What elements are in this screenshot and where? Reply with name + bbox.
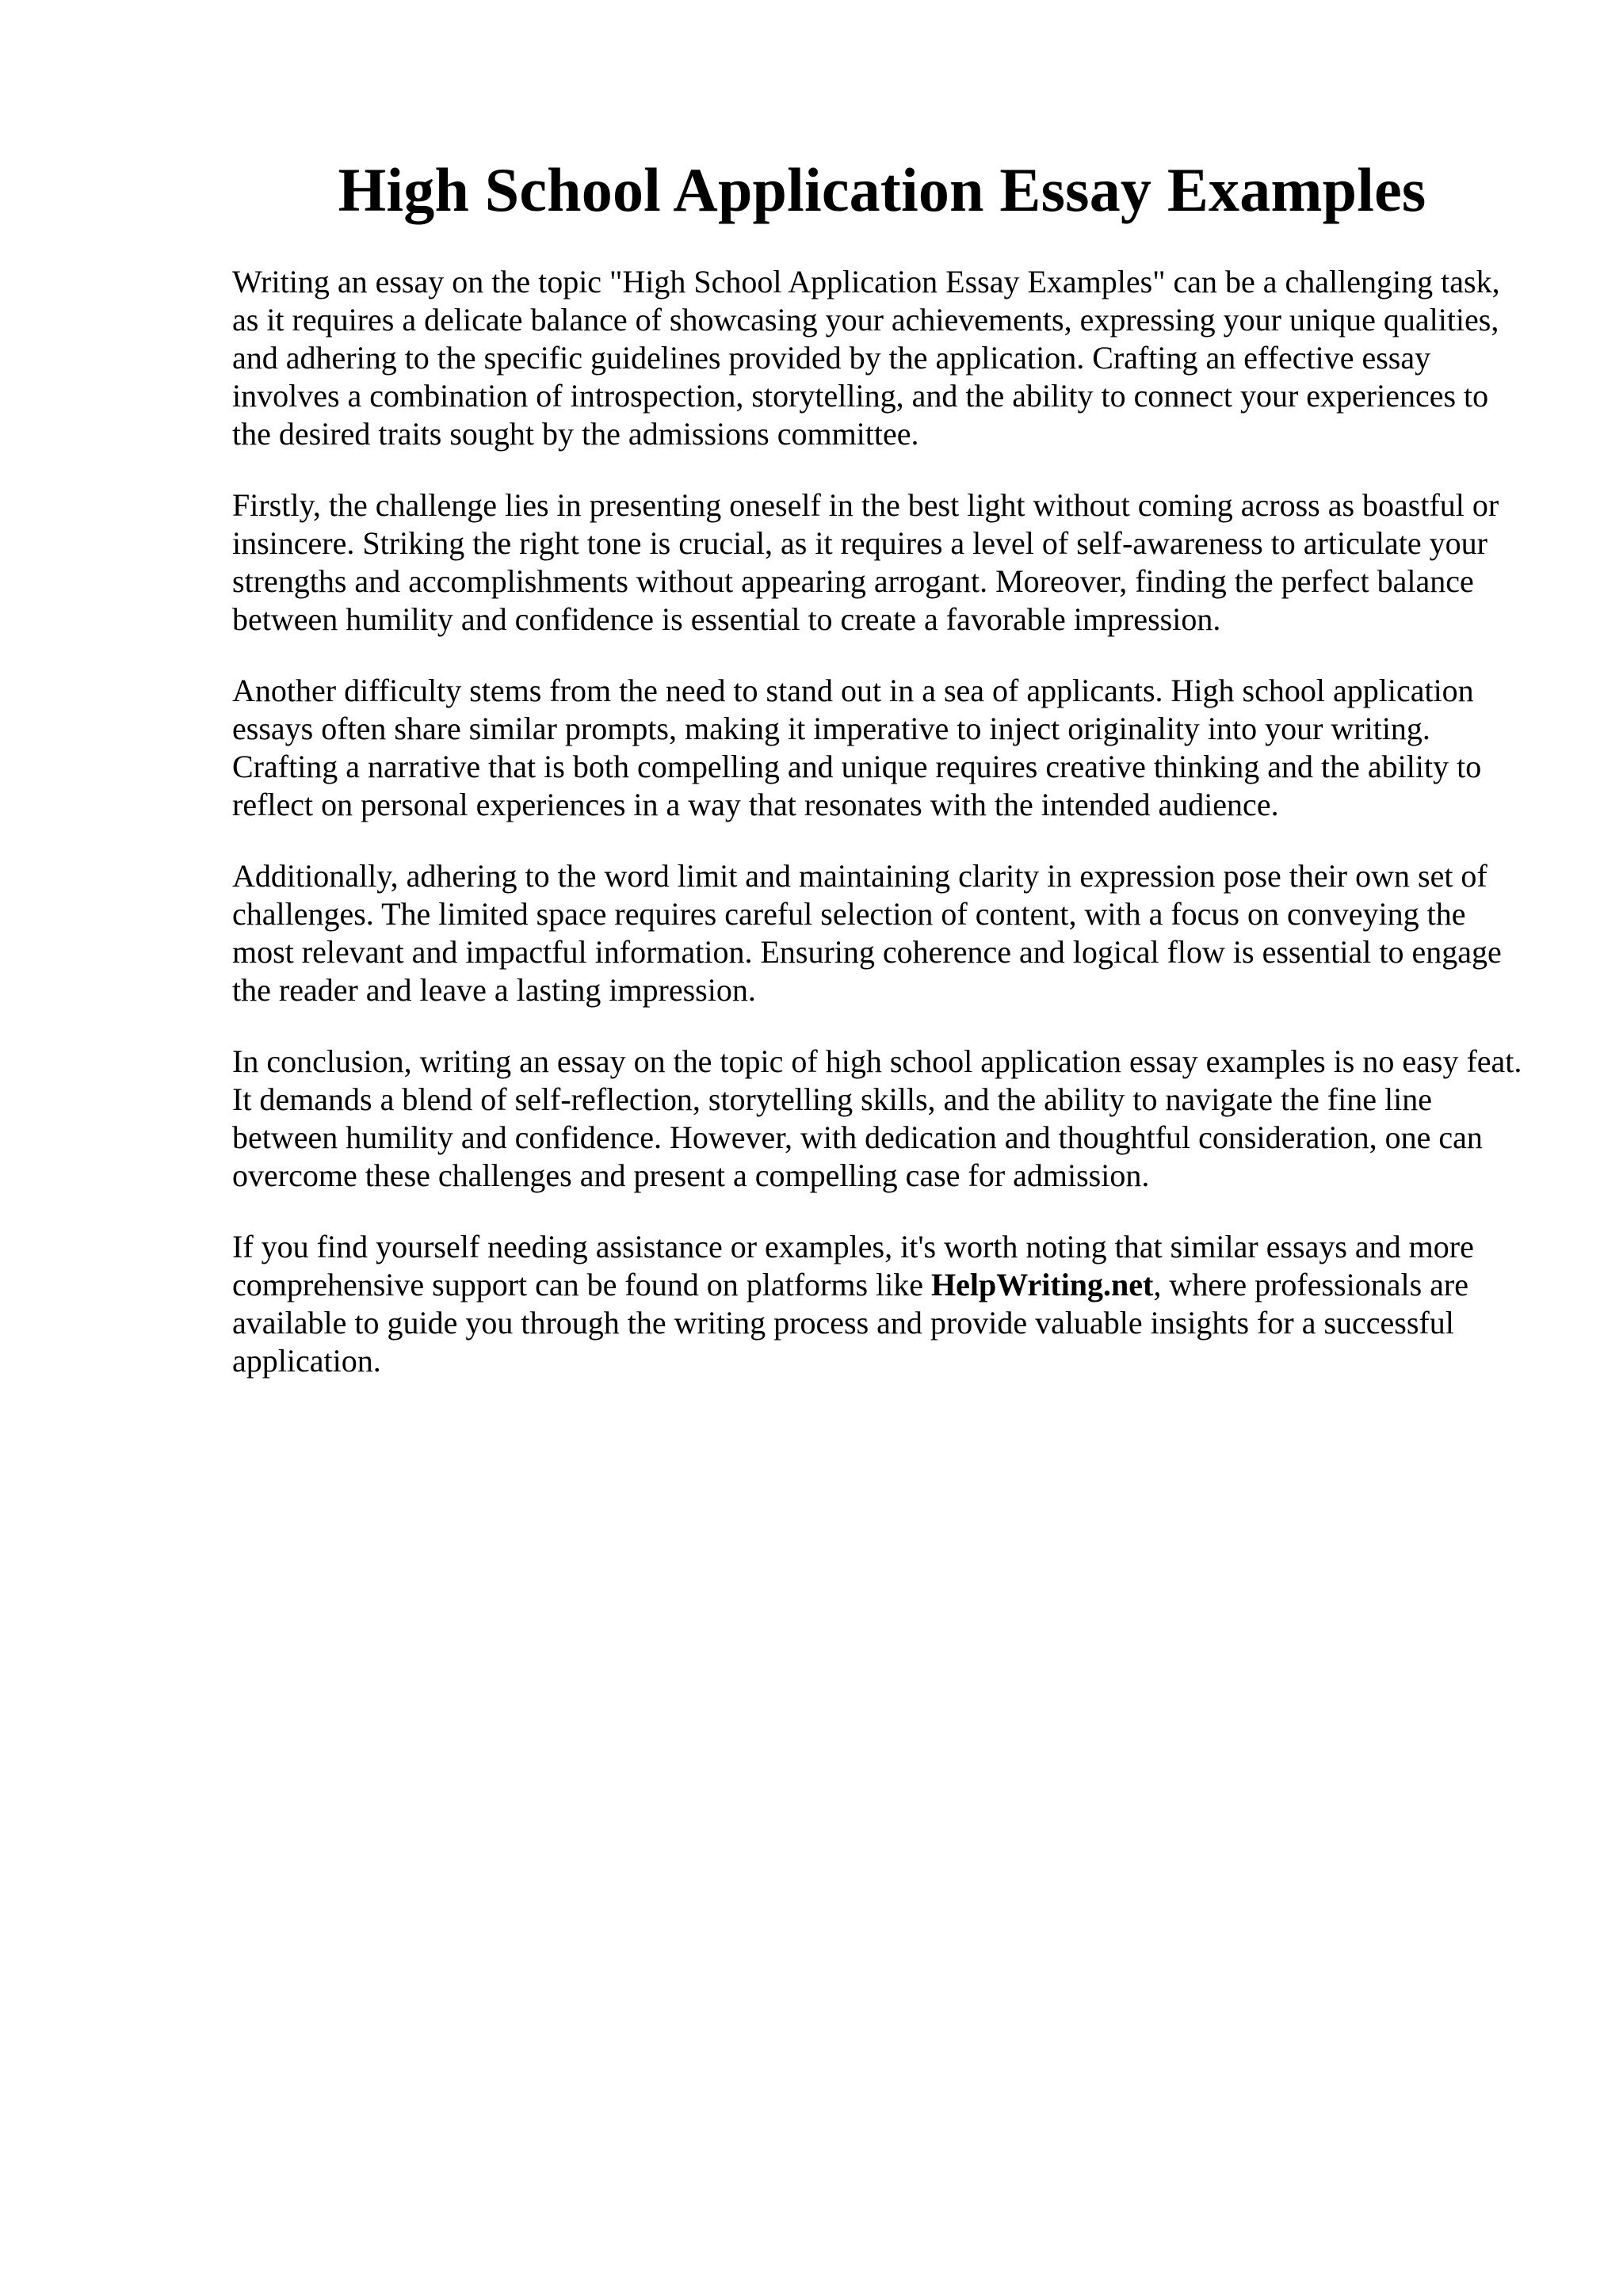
document-title: High School Application Essay Examples [338, 155, 1426, 224]
paragraph-1: Writing an essay on the topic "High School Application Essay Examples" can be a challenging task, as it requires a delicate balance of showcasing your achievements, expressing your unique qualities, and adhering to the specific guidelines provided by the application. Crafting an effective essay involves a combination of introspection, storytelling, and the ability to connect your experiences to the desired traits sought by the admissions committee. [232, 264, 1500, 452]
paragraph-5: In conclusion, writing an essay on the topic of high school application essay examples is no easy feat. It demands a blend of self-reflection, storytelling skills, and the ability to navigate the fine line between humility and confidence. However, with dedication and thoughtful consideration, one can overcome these challenges and present a compelling case for admission. [232, 1043, 1522, 1193]
closing-text-before: If you find yourself needing assistance or examples, it's worth noting that similar essays and more comprehensive support can be found on platforms like [232, 1229, 1474, 1302]
closing-text-after: , where professionals are available to guide you through the writing process and provide valuable insights for a successful application. [232, 1267, 1468, 1379]
paragraph-closing [232, 1228, 1532, 1380]
paragraph-4: Additionally, adhering to the word limit and maintaining clarity in expression pose their own set of challenges. The limited space requires careful selection of content, with a focus on conveying the most relevant and impactful information. Ensuring coherence and logical flow is essential to engage the reader and leave a lasting impression. [232, 858, 1502, 1008]
brand-name: HelpWriting.net [931, 1267, 1154, 1302]
paragraph-2: Firstly, the challenge lies in presenting oneself in the best light without coming across as boastful or insincere. Striking the right tone is crucial, as it requires a level of self-awareness to articulate your strengths and accomplishments without appearing arrogant. Moreover, finding the perfect balance between humility and confidence is essential to create a favorable impression. [232, 487, 1499, 637]
paragraph-3: Another difficulty stems from the need to stand out in a sea of applicants. High school application essays often share similar prompts, making it imperative to inject originality into your writing. Crafting a narrative that is both compelling and unique requires creative thinking and the ability to reflect on personal experiences in a way that resonates with the intended audience. [232, 673, 1482, 822]
document-body [232, 151, 1532, 1380]
